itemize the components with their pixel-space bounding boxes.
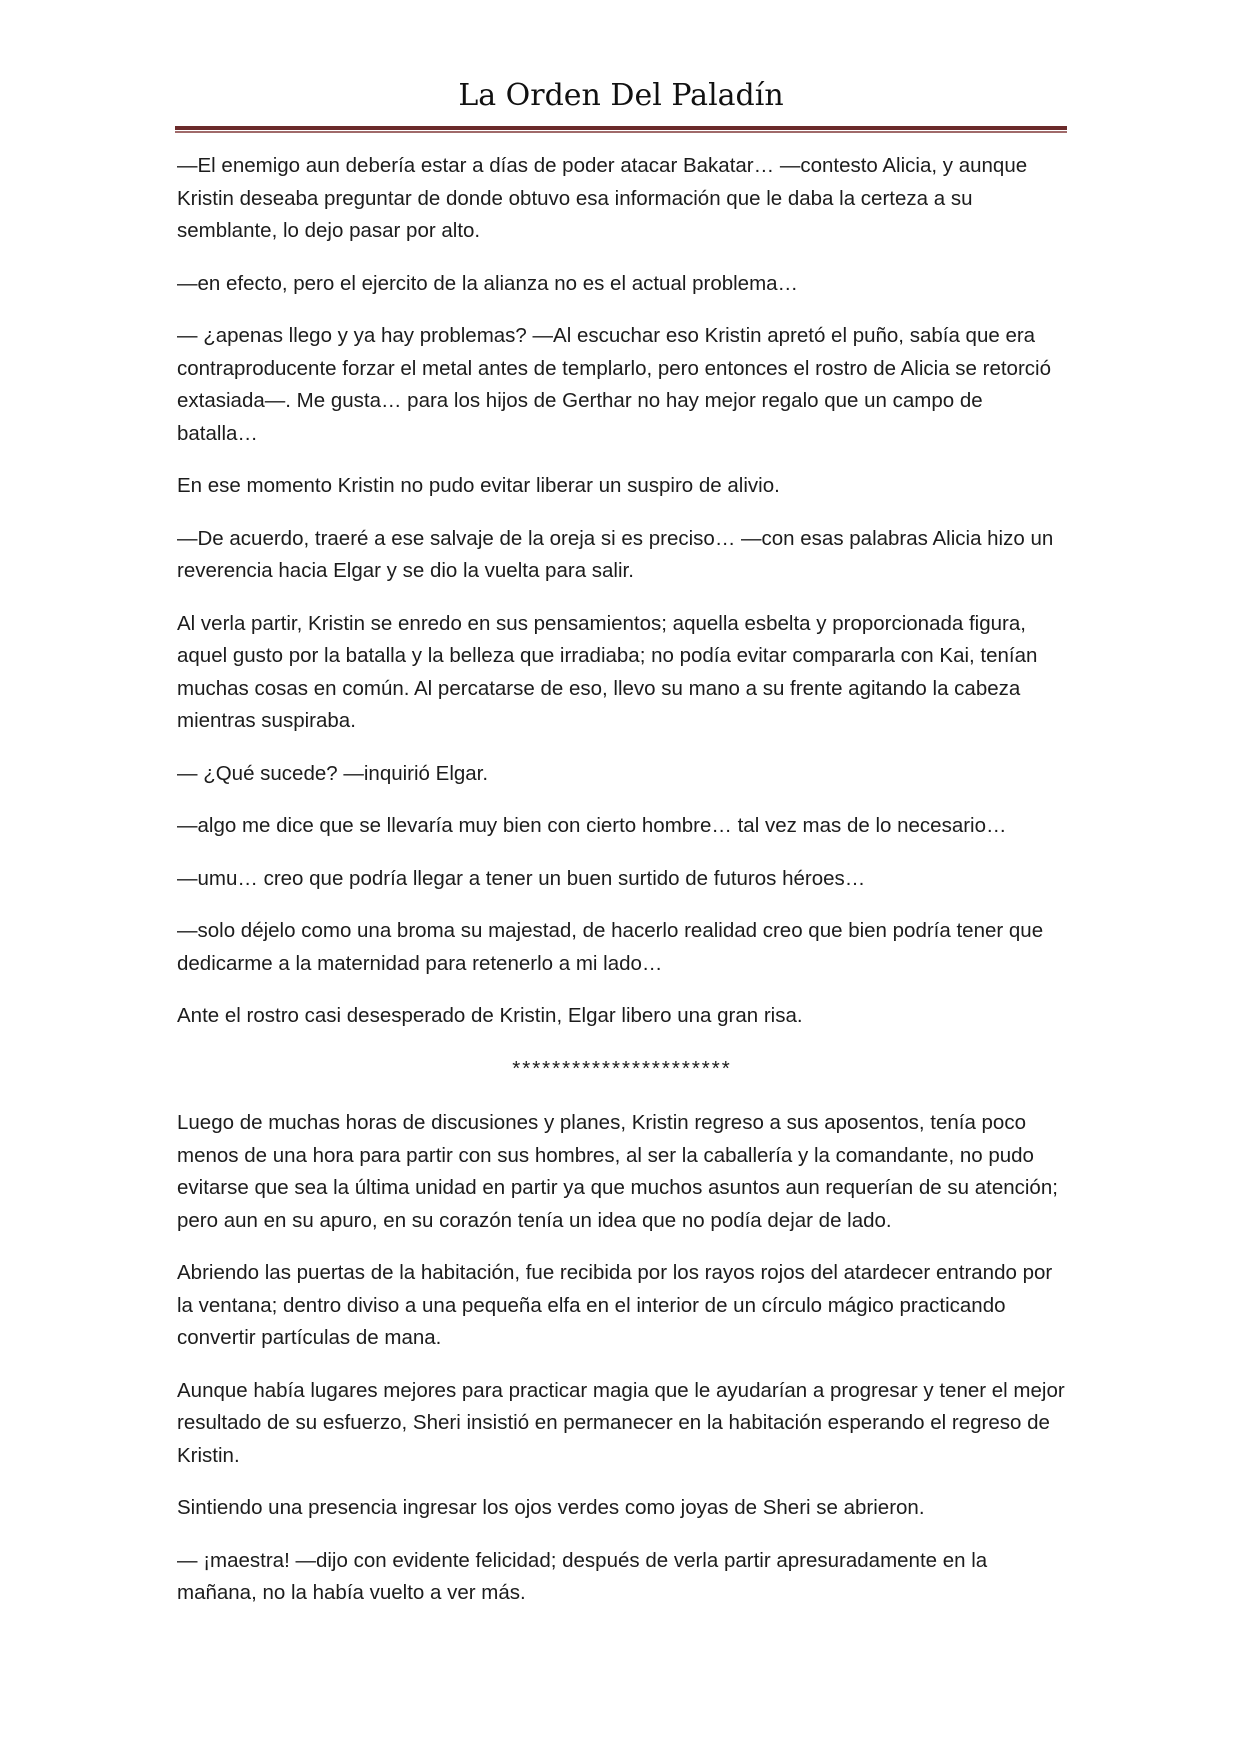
body-text bbox=[177, 150, 1067, 1630]
paragraph: En ese momento Kristin no pudo evitar liberar un suspiro de alivio. bbox=[177, 474, 780, 497]
paragraph: Luego de muchas horas de discusiones y planes, Kristin regreso a sus aposentos, tenía poco menos de una hora para partir con sus hombres, al ser la caballería y la comandante, no pudo evitarse que sea la última unidad en partir ya que muchos asuntos aun requerían de su atención; pero aun en su apuro, en su corazón tenía un idea que no podía dejar de lado. bbox=[177, 1111, 1058, 1232]
paragraph: —De acuerdo, traeré a ese salvaje de la oreja si es preciso… —con esas palabras Alicia hizo un reverencia hacia Elgar y se dio la vuelta para salir. bbox=[177, 526, 1054, 582]
page-header bbox=[175, 70, 1067, 133]
paragraph: —El enemigo aun debería estar a días de poder atacar Bakatar… —contesto Alicia, y aunque Kristin deseaba preguntar de donde obtuvo esa información que le daba la certeza a su semblante, lo dejo pasar por alto. bbox=[177, 154, 1028, 242]
paragraph: Al verla partir, Kristin se enredo en sus pensamientos; aquella esbelta y proporcionada figura, aquel gusto por la batalla y la belleza que irradiaba; no podía evitar compararla con Kai, tenían muchas cosas en común. Al percatarse de eso, llevo su mano a su frente agitando la cabeza mientras suspiraba. bbox=[177, 611, 1038, 732]
page-title: La Orden Del Paladín bbox=[458, 78, 784, 113]
paragraph: — ¿apenas llego y ya hay problemas? —Al escuchar eso Kristin apretó el puño, sabía que era contraproducente forzar el metal antes de templarlo, pero entonces el rostro de Alicia se retorció extasiada—. Me gusta… para los hijos de Gerthar no hay mejor regalo que un campo de batalla… bbox=[177, 324, 1051, 445]
paragraph: — ¿Qué sucede? —inquirió Elgar. bbox=[177, 761, 489, 785]
paragraph: —en efecto, pero el ejercito de la alianza no es el actual problema… bbox=[177, 271, 799, 295]
paragraph: — ¡maestra! —dijo con evidente felicidad; después de verla partir apresuradamente en la mañana, no la había vuelto a ver más. bbox=[177, 1548, 988, 1604]
paragraph: —algo me dice que se llevaría muy bien con cierto hombre… tal vez mas de lo necesario… bbox=[177, 814, 1007, 837]
paragraph: Sintiendo una presencia ingresar los ojos verdes como joyas de Sheri se abrieron. bbox=[177, 1496, 925, 1519]
paragraph: —umu… creo que podría llegar a tener un buen surtido de futuros héroes… bbox=[177, 866, 866, 890]
paragraph: Aunque había lugares mejores para practicar magia que le ayudarían a progresar y tener el mejor resultado de su esfuerzo, Sheri insistió en permanecer en la habitación esperando el regreso de Kristin. bbox=[177, 1378, 1065, 1467]
paragraph: Ante el rostro casi desesperado de Kristin, Elgar libero una gran risa. bbox=[177, 1004, 803, 1027]
scene-separator: ********************** bbox=[512, 1056, 732, 1080]
paragraph: —solo déjelo como una broma su majestad, de hacerlo realidad creo que bien podría tener que dedicarme a la maternidad para retenerlo a mi lado… bbox=[177, 919, 1044, 975]
header-divider bbox=[175, 126, 1067, 133]
paragraph: Abriendo las puertas de la habitación, fue recibida por los rayos rojos del atardecer entrando por la ventana; dentro diviso a una pequeña elfa en el interior de un círculo mágico practicando convertir partículas de mana. bbox=[177, 1261, 1053, 1349]
